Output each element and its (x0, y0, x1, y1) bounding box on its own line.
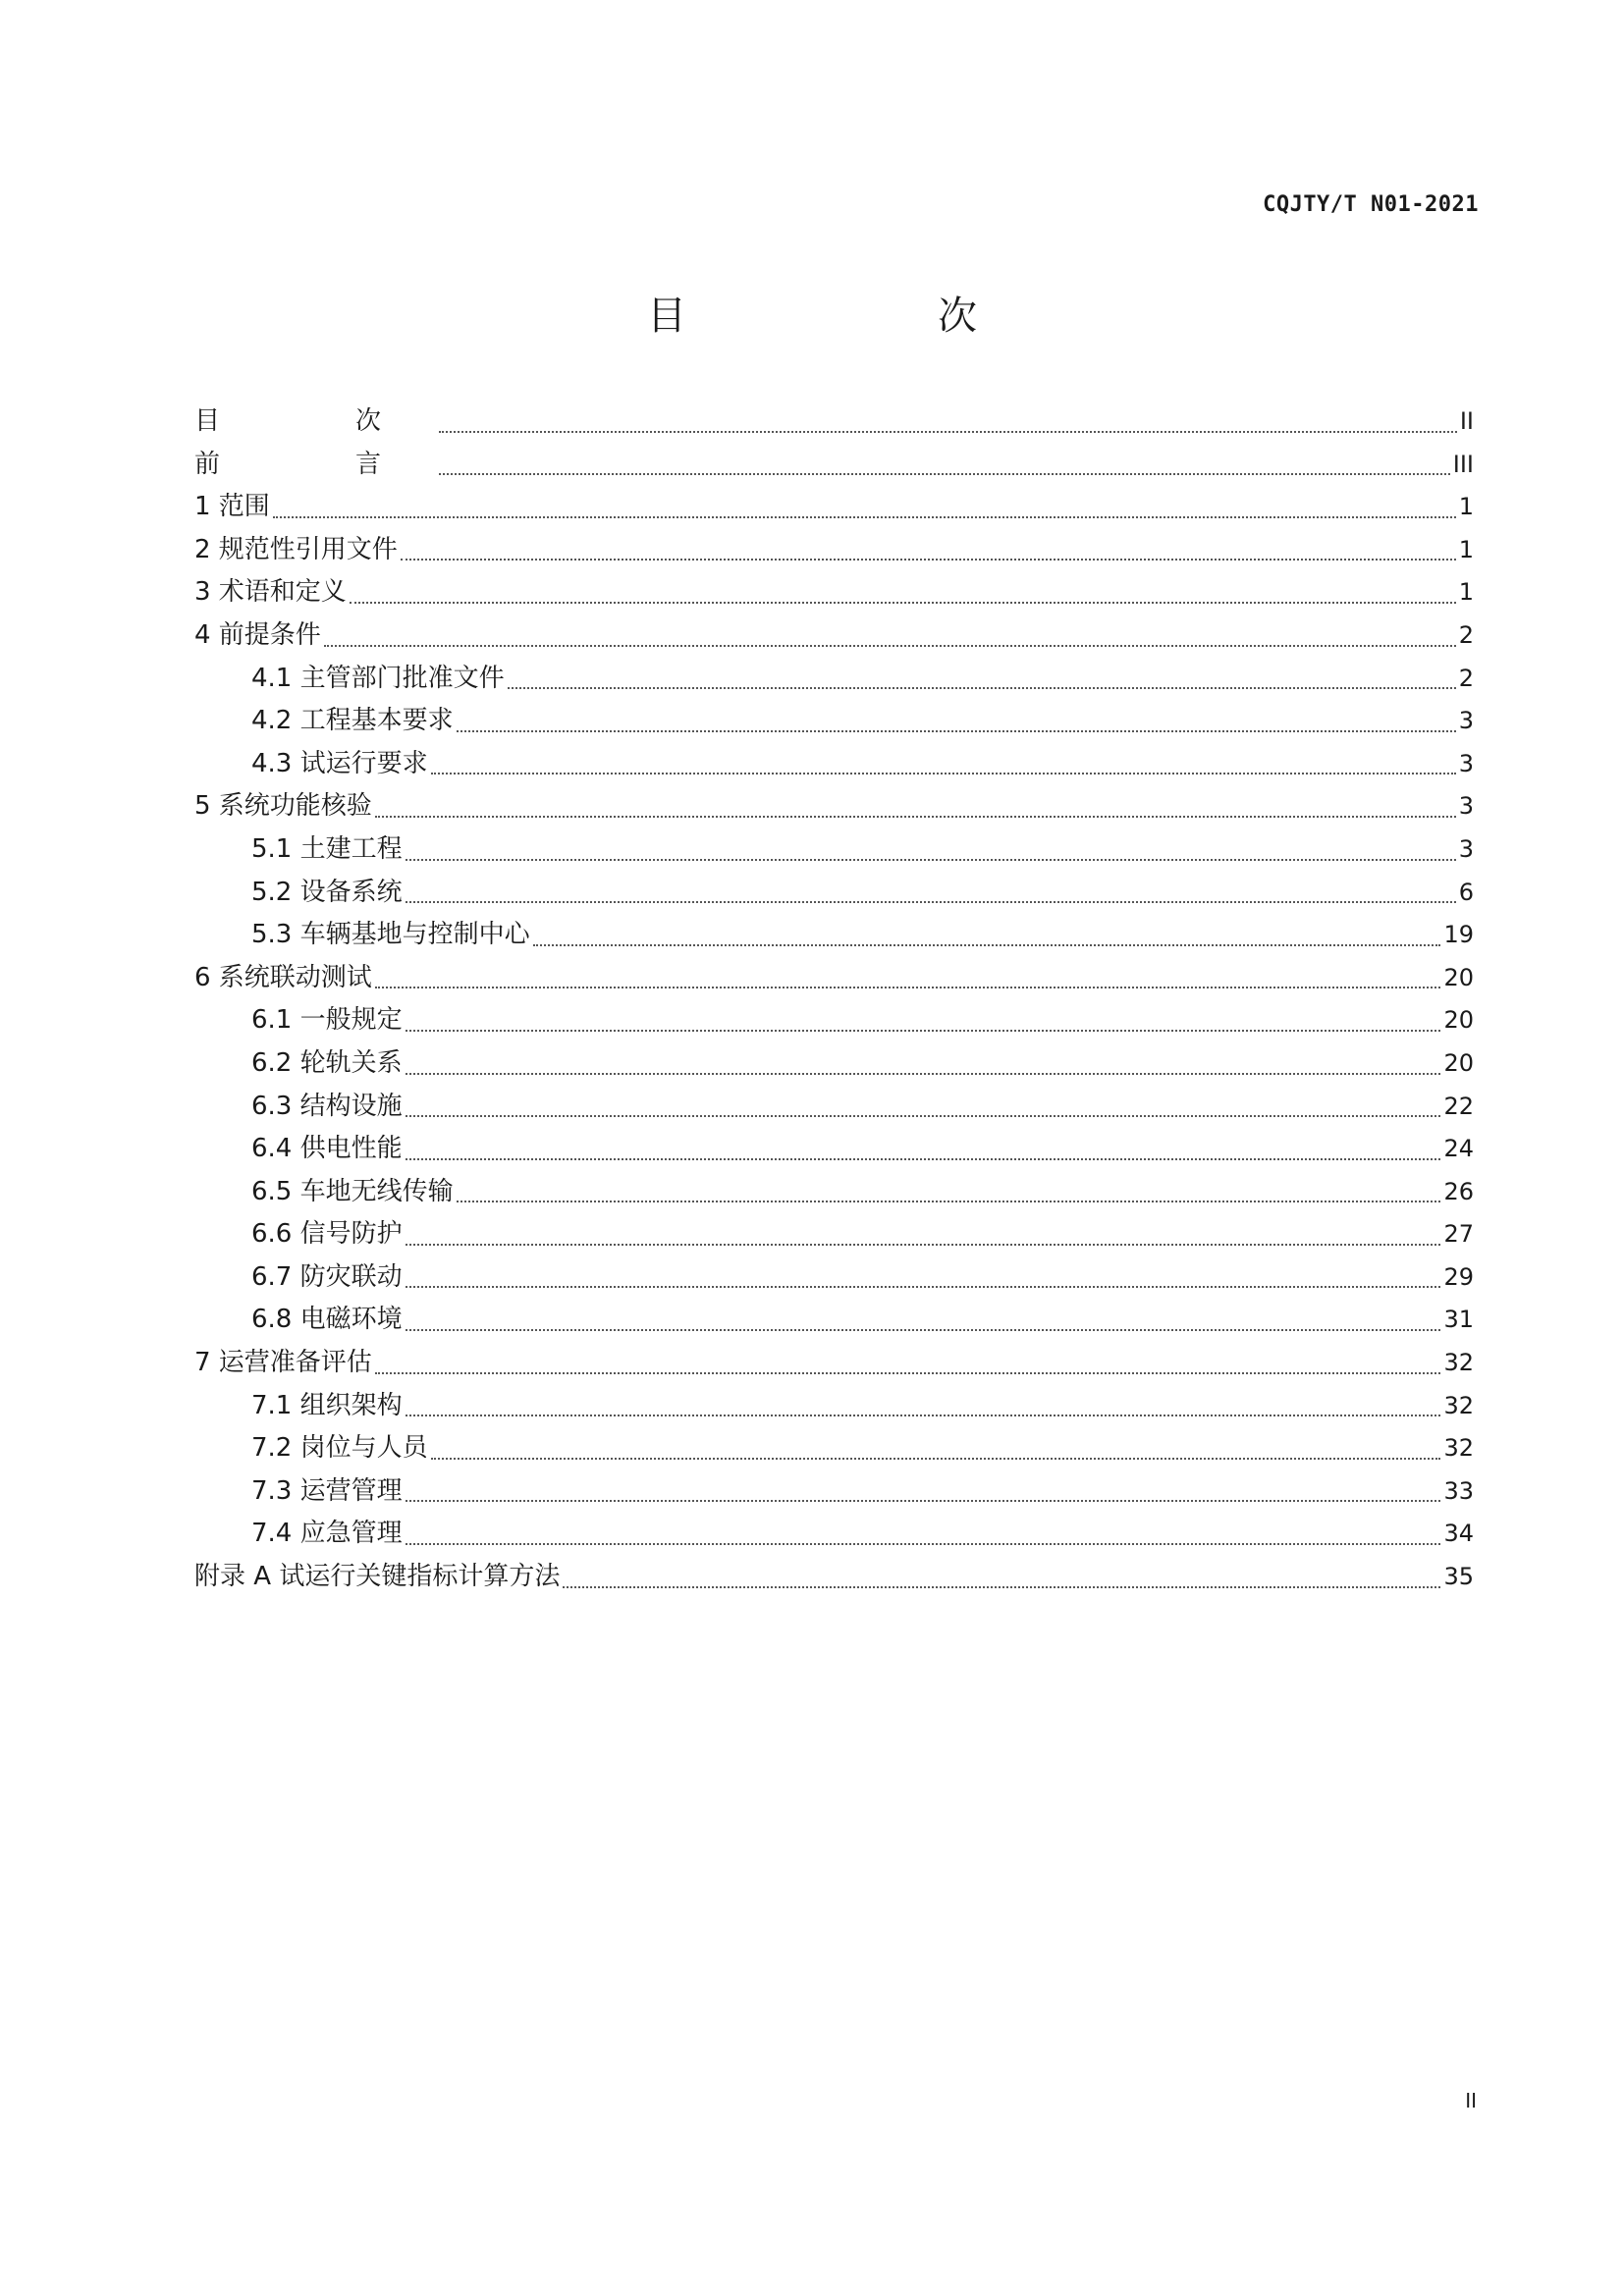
toc-entry-page: 3 (1458, 749, 1474, 777)
toc-entry-label: 6.4 供电性能 (251, 1134, 403, 1164)
toc-entry-label: 3 术语和定义 (194, 577, 347, 608)
toc-dot-leader (406, 1286, 1441, 1288)
toc-entry-label: 6 系统联动测试 (194, 962, 372, 992)
toc-dot-leader (406, 901, 1456, 903)
table-of-contents (194, 400, 1474, 1599)
toc-entry-label: 7 运营准备评估 (194, 1348, 372, 1378)
toc-entry-page: 1 (1458, 535, 1474, 563)
toc-entry-label: 7.3 运营管理 (251, 1475, 403, 1506)
toc-dot-leader (406, 1115, 1441, 1117)
toc-entry[interactable] (194, 999, 1474, 1042)
toc-entry-label: 6.5 车地无线传输 (251, 1176, 454, 1206)
toc-dot-leader (273, 516, 1456, 518)
toc-dot-leader (563, 1586, 1440, 1588)
toc-entry-label: 4.1 主管部门批准文件 (251, 663, 505, 693)
toc-dot-leader (406, 859, 1456, 861)
toc-entry-label: 5.1 土建工程 (251, 833, 403, 864)
toc-entry-page: 1 (1458, 578, 1474, 607)
toc-entry-page: 29 (1443, 1262, 1474, 1291)
toc-dot-leader (439, 431, 1457, 433)
toc-entry-label: 7.4 应急管理 (251, 1519, 403, 1549)
toc-entry[interactable] (194, 1213, 1474, 1256)
toc-entry-page: 24 (1443, 1135, 1474, 1163)
toc-dot-leader (406, 1415, 1441, 1416)
toc-dot-leader (406, 1030, 1441, 1032)
toc-entry-page: 20 (1443, 1048, 1474, 1077)
toc-entry-page: 3 (1458, 707, 1474, 735)
toc-entry[interactable] (194, 1513, 1474, 1556)
toc-entry-label: 6.3 结构设施 (251, 1091, 403, 1121)
toc-dot-leader (533, 944, 1441, 946)
toc-entry-page: 27 (1443, 1220, 1474, 1249)
toc-dot-leader (406, 1543, 1441, 1545)
toc-entry-page: 2 (1458, 664, 1474, 692)
toc-title: 目 次 (647, 294, 1083, 339)
toc-entry[interactable] (194, 1128, 1474, 1171)
toc-dot-leader (375, 1372, 1441, 1374)
toc-dot-leader (401, 559, 1456, 561)
toc-entry[interactable] (194, 658, 1474, 701)
toc-entry-page: 34 (1443, 1520, 1474, 1548)
toc-entry-page: 6 (1458, 878, 1474, 906)
toc-entry-page: 20 (1443, 1006, 1474, 1035)
toc-entry[interactable] (194, 529, 1474, 572)
toc-entry[interactable] (194, 785, 1474, 828)
toc-dot-leader (406, 1244, 1441, 1246)
toc-entry[interactable] (194, 571, 1474, 614)
toc-entry-page: 3 (1458, 792, 1474, 821)
toc-dot-leader (375, 816, 1456, 818)
toc-entry[interactable] (194, 444, 1474, 487)
toc-entry-label: 1 范围 (194, 492, 270, 522)
toc-entry-label: 附录 A 试运行关键指标计算方法 (194, 1562, 561, 1592)
toc-entry[interactable] (194, 486, 1474, 529)
toc-entry-page: 31 (1443, 1306, 1474, 1334)
toc-entry-label: 4 前提条件 (194, 619, 321, 650)
toc-entry[interactable] (194, 914, 1474, 957)
toc-entry[interactable] (194, 1342, 1474, 1385)
toc-entry[interactable] (194, 828, 1474, 872)
toc-entry-label: 4.2 工程基本要求 (251, 706, 454, 736)
page-number: II (1465, 2089, 1477, 2112)
toc-entry-label: 4.3 试运行要求 (251, 748, 428, 778)
toc-entry[interactable] (194, 700, 1474, 743)
toc-entry-label: 6.8 电磁环境 (251, 1305, 403, 1335)
toc-dot-leader (431, 1458, 1441, 1460)
toc-entry-label: 6.2 轮轨关系 (251, 1047, 403, 1078)
toc-dot-leader (431, 773, 1456, 774)
toc-entry[interactable] (194, 614, 1474, 658)
toc-entry[interactable] (194, 1256, 1474, 1300)
toc-entry-label: 5 系统功能核验 (194, 791, 372, 822)
toc-entry-label: 5.2 设备系统 (251, 877, 403, 907)
toc-entry[interactable] (194, 400, 1474, 444)
toc-entry[interactable] (194, 743, 1474, 786)
toc-dot-leader (457, 730, 1456, 732)
toc-entry-page: 1 (1458, 493, 1474, 521)
toc-entry-page: 2 (1458, 620, 1474, 649)
toc-entry[interactable] (194, 1086, 1474, 1129)
toc-entry[interactable] (194, 957, 1474, 1000)
toc-entry-label: 前 言 (194, 449, 437, 479)
toc-entry[interactable] (194, 1385, 1474, 1428)
toc-dot-leader (457, 1201, 1441, 1202)
toc-entry-label: 6.6 信号防护 (251, 1219, 403, 1250)
toc-entry-page: 3 (1458, 834, 1474, 863)
toc-dot-leader (350, 602, 1456, 604)
toc-dot-leader (508, 687, 1456, 689)
toc-entry[interactable] (194, 1427, 1474, 1470)
toc-entry-label: 6.7 防灾联动 (251, 1261, 403, 1292)
toc-entry-page: 32 (1443, 1434, 1474, 1463)
toc-entry-page: 32 (1443, 1391, 1474, 1419)
toc-entry[interactable] (194, 1042, 1474, 1086)
toc-entry-page: 19 (1443, 921, 1474, 949)
toc-entry[interactable] (194, 1299, 1474, 1342)
toc-entry-page: 26 (1443, 1177, 1474, 1205)
toc-entry-label: 目 次 (194, 406, 437, 436)
toc-dot-leader (324, 645, 1456, 647)
toc-entry-page: 32 (1443, 1349, 1474, 1377)
toc-entry-page: 22 (1443, 1092, 1474, 1120)
toc-entry-page: III (1452, 450, 1474, 478)
toc-entry[interactable] (194, 1556, 1474, 1599)
toc-dot-leader (406, 1158, 1441, 1160)
toc-entry[interactable] (194, 1470, 1474, 1514)
toc-entry-page: II (1459, 407, 1474, 435)
toc-entry-label: 7.1 组织架构 (251, 1390, 403, 1420)
toc-entry-label: 5.3 车辆基地与控制中心 (251, 920, 530, 950)
toc-dot-leader (406, 1500, 1441, 1502)
toc-entry-label: 2 规范性引用文件 (194, 534, 398, 564)
toc-dot-leader (406, 1073, 1441, 1075)
toc-entry-label: 7.2 岗位与人员 (251, 1433, 428, 1464)
toc-dot-leader (406, 1329, 1441, 1331)
toc-entry-label: 6.1 一般规定 (251, 1005, 403, 1036)
toc-entry[interactable] (194, 1171, 1474, 1214)
toc-dot-leader (375, 987, 1441, 988)
toc-entry-page: 33 (1443, 1476, 1474, 1505)
toc-entry-page: 20 (1443, 963, 1474, 991)
toc-entry-page: 35 (1443, 1563, 1474, 1591)
toc-dot-leader (439, 473, 1450, 475)
toc-entry[interactable] (194, 872, 1474, 915)
document-code: CQJTY/T N01-2021 (1263, 192, 1479, 217)
